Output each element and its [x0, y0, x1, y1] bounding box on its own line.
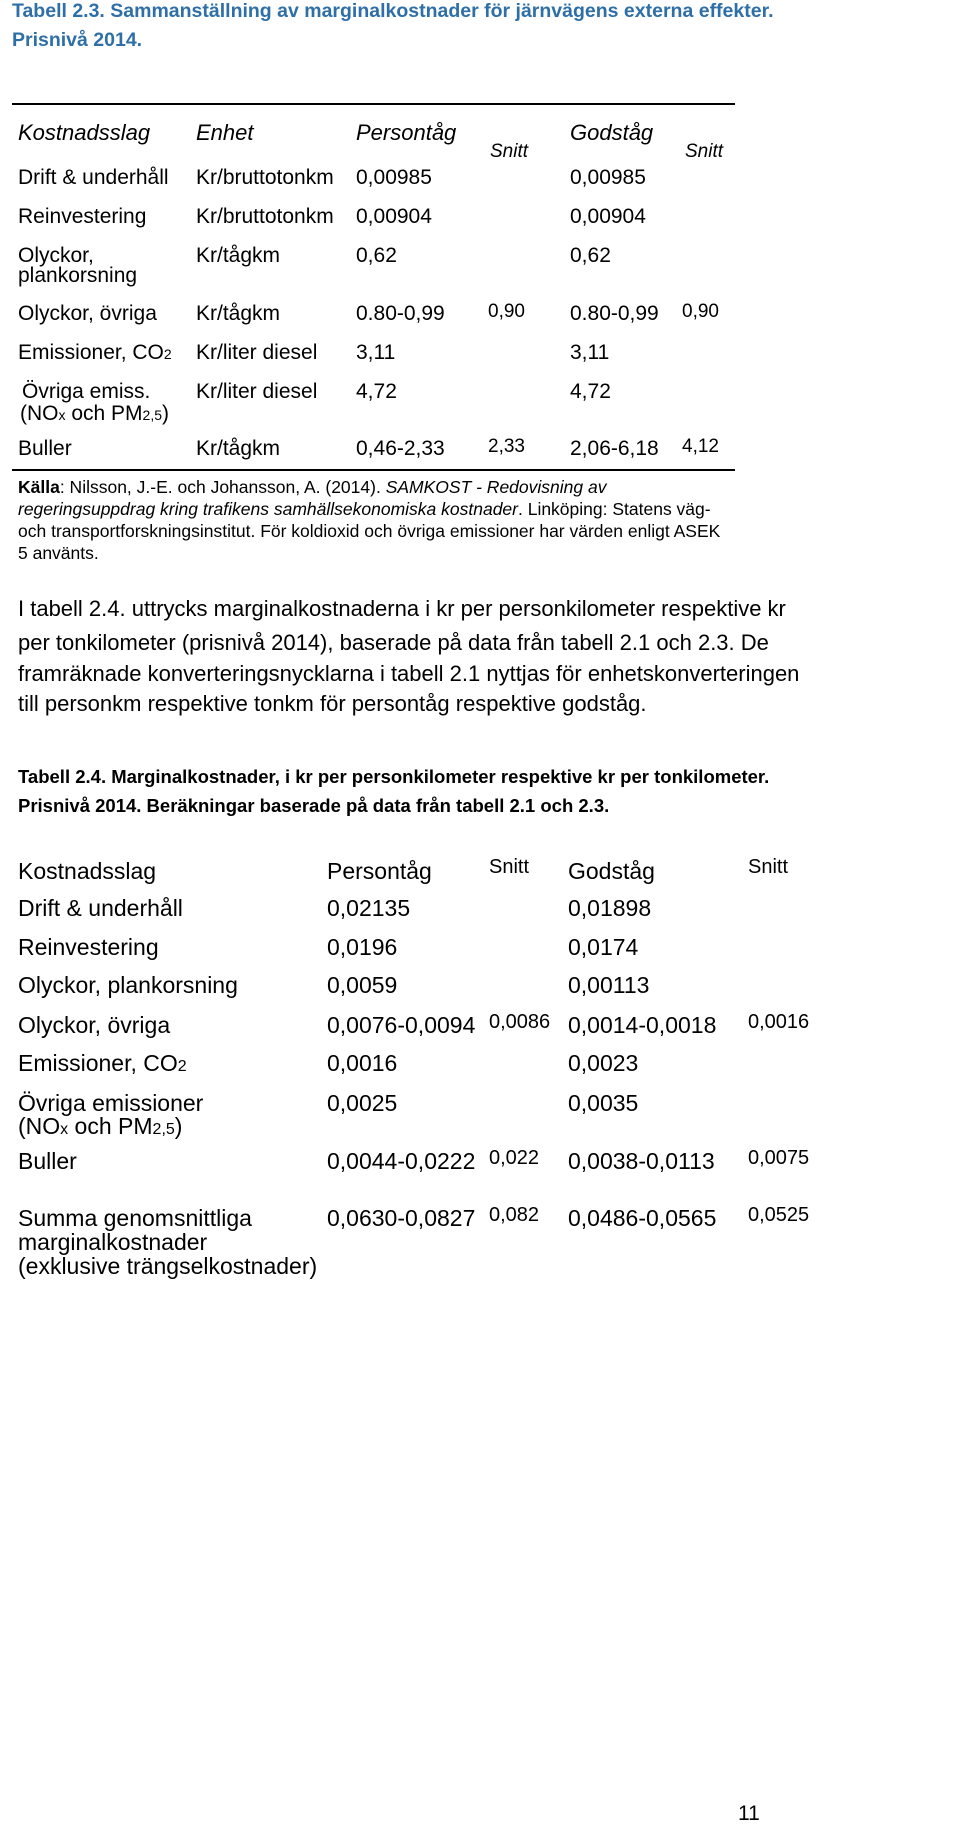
- col-header-snitt-godstag: Snitt: [685, 141, 724, 162]
- cell-enhet: Kr/bruttotonkm: [196, 166, 334, 189]
- cell-persontag: 0,62: [356, 244, 397, 267]
- cell-kostnadsslag: Reinvestering: [18, 934, 159, 960]
- cell-persontag: 0,46-2,33: [356, 437, 445, 460]
- table-2-3-caption-line-1: Tabell 2.3. Sammanställning av marginalkostnader för järnvägens externa effekter.: [12, 0, 774, 22]
- cell-kostnadsslag: Drift & underhåll: [18, 895, 183, 921]
- cell-persontag: 3,11: [356, 341, 396, 364]
- cell-persontag: 0,02135: [327, 895, 411, 921]
- cell-persontag: 0.80-0,99: [356, 302, 445, 325]
- cell-kostnadsslag: Olyckor, övriga: [18, 1012, 171, 1038]
- cell-snitt-godstag: 4,12: [682, 436, 719, 457]
- cell-godstag: 0,0174: [568, 934, 639, 960]
- cell-godstag: 3,11: [570, 341, 610, 364]
- cell-snitt-godstag: 0,0525: [748, 1204, 810, 1226]
- col-header-enhet: Enhet: [196, 120, 254, 145]
- table-2-4-caption-line-2: Prisnivå 2014. Beräkningar baserade på data från tabell 2.1 och 2.3.: [18, 795, 610, 816]
- cell-snitt-godstag: 0,90: [682, 301, 719, 322]
- cell-godstag: 4,72: [570, 380, 611, 403]
- col-header-kostnadsslag: Kostnadsslag: [18, 120, 151, 145]
- cell-snitt-persontag: 0,0086: [489, 1011, 551, 1033]
- cell-snitt-persontag: 0,022: [489, 1147, 540, 1169]
- cell-enhet: Kr/liter diesel: [196, 380, 318, 403]
- cell-snitt-godstag: 0,0016: [748, 1011, 810, 1033]
- cell-kostnadsslag: Olyckor,: [18, 244, 94, 267]
- cell-godstag: 0,00904: [570, 205, 646, 228]
- page-number: 11: [738, 1802, 760, 1825]
- cell-persontag: 4,72: [356, 380, 397, 403]
- col-header-godstag: Godståg: [570, 120, 654, 145]
- cell-persontag: 0,00904: [356, 205, 432, 228]
- cell-enhet: Kr/bruttotonkm: [196, 205, 334, 228]
- col-header-persontag: Persontåg: [356, 120, 457, 145]
- cell-kostnadsslag: Övriga emissioner: [18, 1090, 204, 1116]
- cell-enhet: Kr/tågkm: [196, 302, 281, 325]
- col-header-godstag: Godståg: [568, 858, 655, 884]
- cell-kostnadsslag: Buller: [18, 437, 72, 460]
- cell-persontag: 0,0059: [327, 972, 398, 998]
- cell-godstag: 0,62: [570, 244, 611, 267]
- paragraph-line-4: till personkm respektive tonkm för persontåg respektive godståg.: [18, 691, 647, 716]
- cell-kostnadsslag-line-3: (exklusive trängselkostnader): [18, 1253, 318, 1279]
- cell-persontag: 0,0044-0,0222: [327, 1148, 476, 1174]
- cell-kostnadsslag-line-2: plankorsning: [18, 264, 138, 287]
- cell-kostnadsslag: Emissioner, CO2: [18, 1050, 187, 1076]
- source-line-3: och transportforskningsinstitut. För koldioxid och övriga emissioner har värden enligt ASEK: [18, 521, 721, 541]
- cell-persontag: 0,0076-0,0094: [327, 1012, 476, 1038]
- cell-snitt-godstag: 0,0075: [748, 1147, 810, 1169]
- source-line-4: 5 använts.: [18, 543, 99, 563]
- cell-enhet: Kr/liter diesel: [196, 341, 318, 364]
- col-header-snitt-godstag: Snitt: [748, 856, 789, 878]
- paragraph-line-2: per tonkilometer (prisnivå 2014), baserade på data från tabell 2.1 och 2.3. De: [18, 630, 769, 655]
- cell-enhet: Kr/tågkm: [196, 437, 281, 460]
- cell-persontag: 0,0196: [327, 934, 398, 960]
- cell-godstag: 0,00985: [570, 166, 646, 189]
- cell-persontag: 0,0630-0,0827: [327, 1205, 476, 1231]
- cell-persontag: 0,00985: [356, 166, 432, 189]
- cell-kostnadsslag: Summa genomsnittliga: [18, 1205, 252, 1231]
- cell-godstag: 0,0038-0,0113: [568, 1148, 715, 1174]
- table-2-3-caption-line-2: Prisnivå 2014.: [12, 29, 143, 51]
- cell-kostnadsslag: Olyckor, plankorsning: [18, 972, 238, 998]
- cell-enhet: Kr/tågkm: [196, 244, 281, 267]
- cell-snitt-persontag: 0,082: [489, 1204, 540, 1226]
- col-header-snitt-persontag: Snitt: [489, 856, 530, 878]
- cell-persontag: 0,0025: [327, 1090, 398, 1116]
- source-line-1: Källa: Nilsson, J.-E. och Johansson, A. (2014). SAMKOST - Redovisning av: [18, 477, 607, 497]
- col-header-persontag: Persontåg: [327, 858, 432, 884]
- paragraph-line-3: framräknade konverteringsnycklarna i tabell 2.1 nyttjas för enhetskonverteringen: [18, 661, 800, 686]
- source-line-2: regeringsuppdrag kring trafikens samhällsekonomiska kostnader. Linköping: Statens väg-: [18, 499, 711, 519]
- cell-godstag: 0,00113: [568, 972, 650, 998]
- table-2-4-caption-line-1: Tabell 2.4. Marginalkostnader, i kr per personkilometer respektive kr per tonkilometer.: [18, 766, 770, 787]
- cell-godstag: 2,06-6,18: [570, 437, 659, 460]
- cell-persontag: 0,0016: [327, 1050, 398, 1076]
- cell-godstag: 0,0035: [568, 1090, 639, 1116]
- cell-kostnadsslag: Reinvestering: [18, 205, 147, 228]
- cell-kostnadsslag-line-2: marginalkostnader: [18, 1229, 208, 1255]
- cell-kostnadsslag-line-2: (NOx och PM2,5): [20, 402, 169, 425]
- cell-kostnadsslag: Drift & underhåll: [18, 166, 169, 189]
- cell-godstag: 0,0486-0,0565: [568, 1205, 717, 1231]
- table-top-rule: [12, 103, 735, 105]
- cell-godstag: 0,0023: [568, 1050, 639, 1076]
- col-header-kostnadsslag: Kostnadsslag: [18, 858, 157, 884]
- cell-kostnadsslag: Olyckor, övriga: [18, 302, 157, 325]
- col-header-snitt-persontag: Snitt: [490, 141, 529, 162]
- cell-kostnadsslag: Emissioner, CO2: [18, 341, 172, 364]
- cell-godstag: 0,0014-0,0018: [568, 1012, 717, 1038]
- paragraph-line-1: I tabell 2.4. uttrycks marginalkostnaderna i kr per personkilometer respektive kr: [18, 596, 786, 621]
- cell-kostnadsslag: Buller: [18, 1148, 77, 1174]
- cell-snitt-persontag: 2,33: [488, 436, 525, 457]
- cell-godstag: 0.80-0,99: [570, 302, 659, 325]
- table-bottom-rule: [12, 469, 735, 471]
- cell-kostnadsslag-line-2: (NOx och PM2,5): [18, 1113, 183, 1139]
- cell-godstag: 0,01898: [568, 895, 652, 921]
- cell-kostnadsslag: Övriga emiss.: [22, 380, 151, 403]
- cell-snitt-persontag: 0,90: [488, 301, 525, 322]
